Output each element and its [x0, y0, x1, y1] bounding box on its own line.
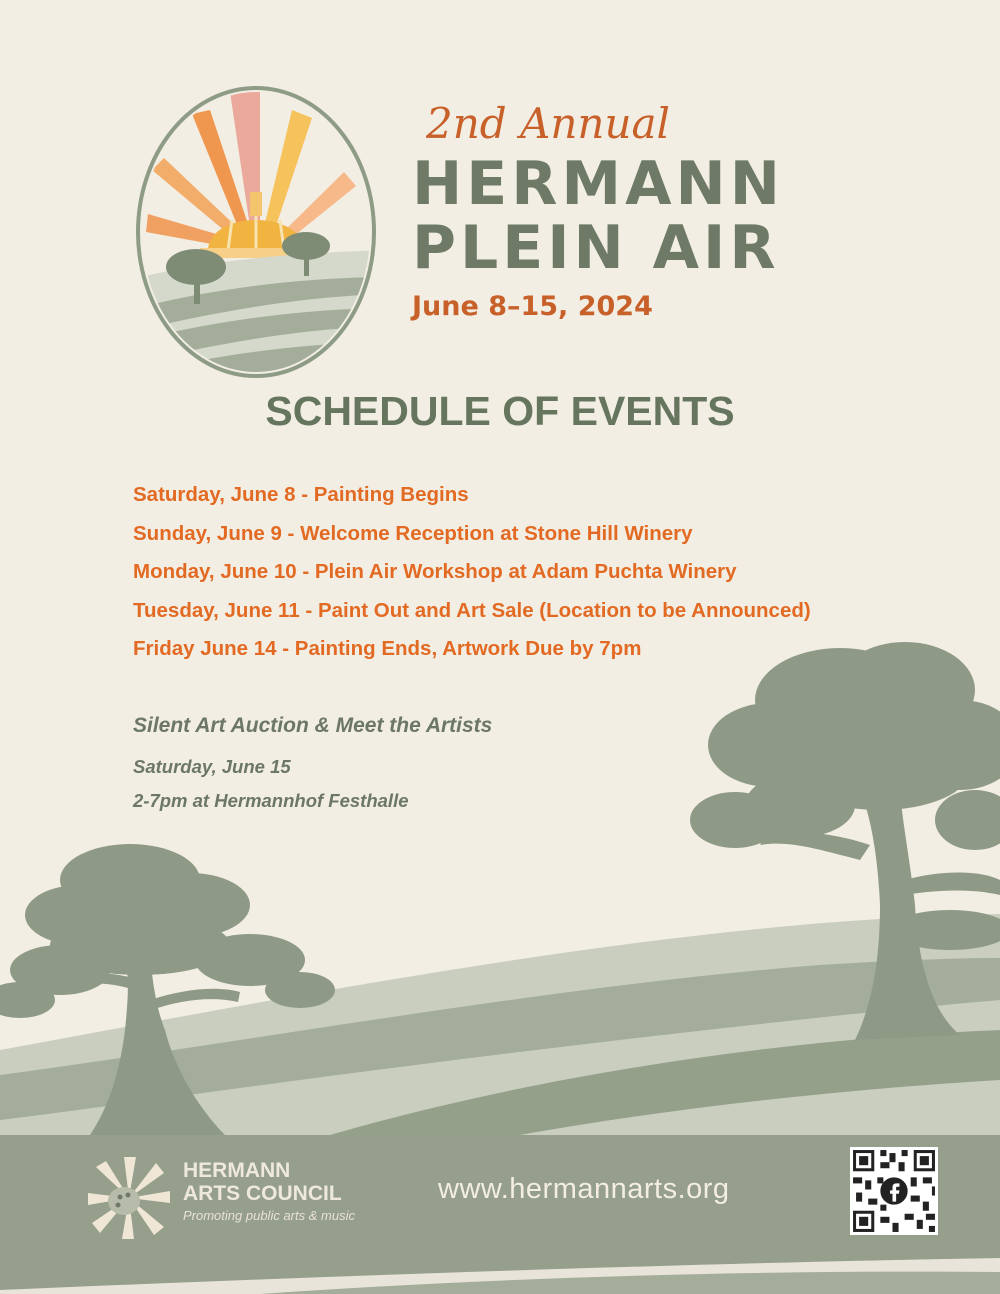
footer — [0, 1135, 1000, 1245]
event-dates: June 8–15, 2024 — [412, 291, 653, 322]
auction-time-location: 2-7pm at Hermannhof Festhalle — [133, 790, 409, 811]
website-link[interactable]: www.hermannarts.org — [438, 1173, 730, 1205]
event-title-line2: PLEIN AIR — [412, 213, 780, 283]
events-list — [133, 476, 811, 669]
arts-council-name-line2: ARTS COUNCIL — [183, 1182, 342, 1205]
arts-council-tagline: Promoting public arts & music — [183, 1208, 355, 1223]
event-item: Friday June 14 - Painting Ends, Artwork Due by 7pm — [133, 637, 642, 660]
event-item: Tuesday, June 11 - Paint Out and Art Sale (Location to be Announced) — [133, 598, 811, 622]
schedule-heading: SCHEDULE OF EVENTS — [265, 388, 735, 434]
event-title-line1: HERMANN — [412, 149, 784, 219]
plein-air-logo-emblem — [132, 82, 380, 382]
arts-council-name — [183, 1159, 342, 1205]
auction-date: Saturday, June 15 — [133, 756, 291, 777]
arts-council-name-line1: HERMANN — [183, 1159, 291, 1182]
edition-subtitle: 2nd Annual — [426, 99, 670, 148]
event-item: Saturday, June 8 - Painting Begins — [133, 483, 469, 506]
event-item: Monday, June 10 - Plein Air Workshop at Adam Puchta Winery — [133, 560, 737, 583]
arts-council-flower-icon — [86, 1155, 172, 1241]
qr-code-icon[interactable] — [850, 1147, 938, 1235]
auction-title: Silent Art Auction & Meet the Artists — [133, 714, 493, 737]
auction-section — [133, 708, 492, 818]
event-item: Sunday, June 9 - Welcome Reception at Stone Hill Winery — [133, 521, 693, 545]
title-block — [412, 96, 972, 324]
